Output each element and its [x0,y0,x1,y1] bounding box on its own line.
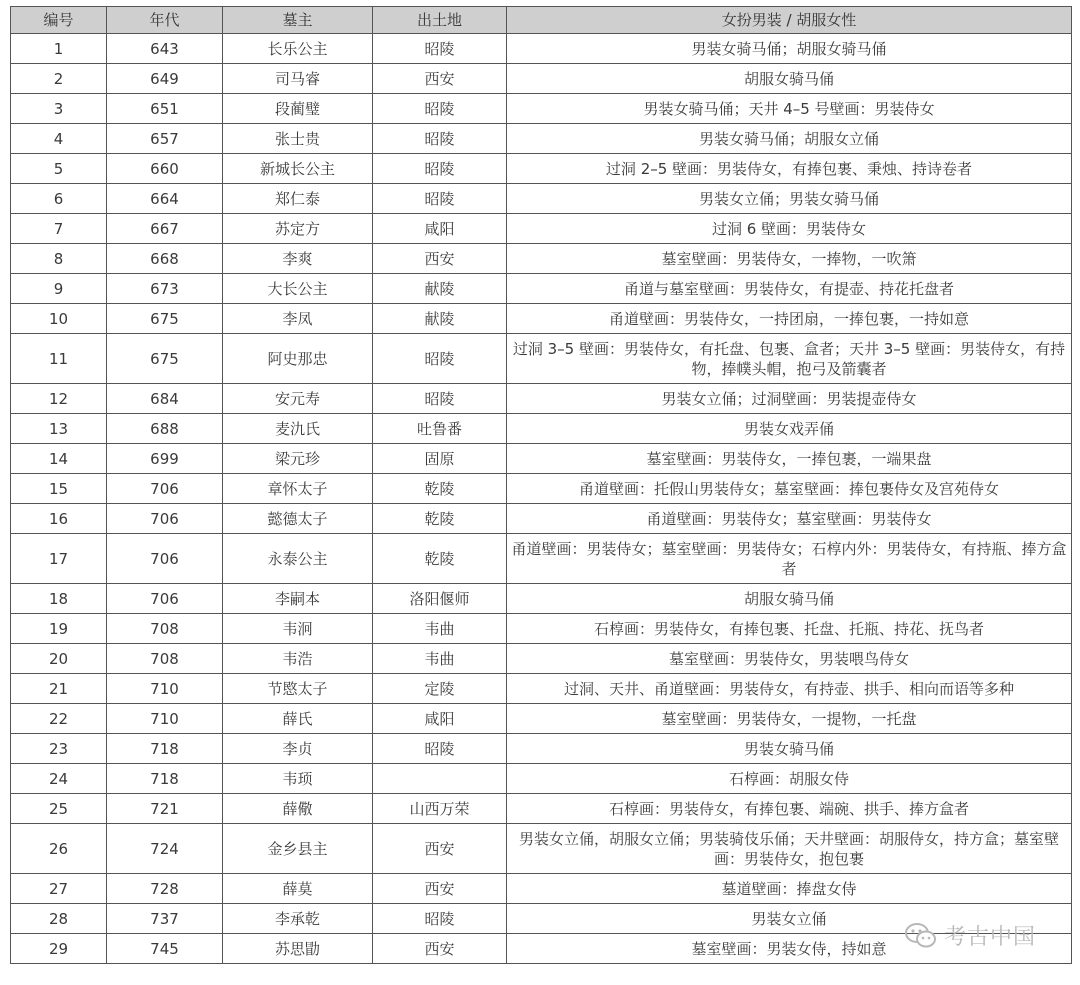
table-row [11,444,1072,474]
cell-year: 668 [107,244,223,274]
table-row [11,64,1072,94]
table-header [11,7,1072,34]
cell-year: 657 [107,124,223,154]
cell-owner: 李凤 [223,304,373,334]
cell-desc: 胡服女骑马俑 [507,584,1072,614]
cell-place: 洛阳偃师 [373,584,507,614]
table-row [11,794,1072,824]
cell-desc: 石椁画：胡服女侍 [507,764,1072,794]
cell-owner: 永泰公主 [223,534,373,584]
cell-num: 22 [11,704,107,734]
cell-place: 西安 [373,244,507,274]
cell-num: 5 [11,154,107,184]
cell-year: 728 [107,874,223,904]
header-owner: 墓主 [223,7,373,34]
cell-desc: 过洞 3–5 壁画：男装侍女，有托盘、包裹、盒者；天井 3–5 壁画：男装侍女，有持物，捧幞头帽，抱弓及箭囊者 [507,334,1072,384]
cell-place: 吐鲁番 [373,414,507,444]
cell-num: 24 [11,764,107,794]
cell-place: 昭陵 [373,34,507,64]
cell-place: 西安 [373,934,507,964]
cell-owner: 麦氿氏 [223,414,373,444]
tomb-data-table [10,6,1072,964]
cell-desc: 男装女立俑；过洞壁画：男装提壶侍女 [507,384,1072,414]
table-row [11,904,1072,934]
cell-place: 昭陵 [373,94,507,124]
cell-place: 昭陵 [373,904,507,934]
cell-owner: 大长公主 [223,274,373,304]
cell-owner: 梁元珍 [223,444,373,474]
cell-desc: 墓室壁画：男装侍女，一捧包裹，一端果盘 [507,444,1072,474]
cell-year: 651 [107,94,223,124]
cell-year: 699 [107,444,223,474]
table-row [11,824,1072,874]
cell-year: 721 [107,794,223,824]
cell-num: 14 [11,444,107,474]
cell-desc: 男装女骑马俑；胡服女骑马俑 [507,34,1072,64]
cell-owner: 金乡县主 [223,824,373,874]
cell-year: 706 [107,474,223,504]
cell-place: 献陵 [373,274,507,304]
cell-num: 6 [11,184,107,214]
cell-owner: 司马睿 [223,64,373,94]
cell-owner: 章怀太子 [223,474,373,504]
header-place: 出土地 [373,7,507,34]
cell-desc: 男装女骑马俑；胡服女立俑 [507,124,1072,154]
cell-place: 韦曲 [373,644,507,674]
cell-year: 649 [107,64,223,94]
cell-year: 745 [107,934,223,964]
cell-owner: 韦浩 [223,644,373,674]
cell-num: 29 [11,934,107,964]
cell-year: 724 [107,824,223,874]
cell-num: 8 [11,244,107,274]
cell-year: 643 [107,34,223,64]
cell-desc: 墓室壁画：男装侍女，男装喂鸟侍女 [507,644,1072,674]
cell-num: 17 [11,534,107,584]
table-row [11,644,1072,674]
table-row [11,584,1072,614]
cell-num: 18 [11,584,107,614]
cell-num: 7 [11,214,107,244]
cell-desc: 墓室壁画：男装侍女，一提物，一托盘 [507,704,1072,734]
watermark-text: 考古中国 [944,925,1037,950]
table-row [11,214,1072,244]
cell-num: 11 [11,334,107,384]
cell-place: 固原 [373,444,507,474]
cell-desc: 男装女立俑；男装女骑马俑 [507,184,1072,214]
cell-desc: 过洞 2–5 壁画：男装侍女，有捧包裹、秉烛、持诗卷者 [507,154,1072,184]
table-row [11,304,1072,334]
cell-owner: 安元寿 [223,384,373,414]
cell-owner: 阿史那忠 [223,334,373,384]
cell-year: 710 [107,674,223,704]
cell-year: 706 [107,504,223,534]
cell-owner: 薛莫 [223,874,373,904]
cell-num: 10 [11,304,107,334]
table-row [11,614,1072,644]
cell-owner: 韦顼 [223,764,373,794]
table-row [11,934,1072,964]
table-row [11,184,1072,214]
cell-num: 12 [11,384,107,414]
cell-desc: 男装女立俑 [507,904,1072,934]
cell-owner: 懿德太子 [223,504,373,534]
cell-year: 667 [107,214,223,244]
cell-desc: 石椁画：男装侍女，有捧包裹、端碗、拱手、捧方盒者 [507,794,1072,824]
table-row [11,764,1072,794]
cell-place: 献陵 [373,304,507,334]
cell-num: 13 [11,414,107,444]
cell-num: 27 [11,874,107,904]
cell-owner: 苏思勖 [223,934,373,964]
cell-place: 昭陵 [373,384,507,414]
table-row [11,274,1072,304]
cell-num: 26 [11,824,107,874]
header-row [11,7,1072,34]
header-desc: 女扮男装 / 胡服女性 [507,7,1072,34]
cell-num: 9 [11,274,107,304]
table-row [11,384,1072,414]
table-body [11,34,1072,964]
cell-year: 708 [107,614,223,644]
cell-year: 710 [107,704,223,734]
cell-desc: 男装女骑马俑 [507,734,1072,764]
cell-owner: 新城长公主 [223,154,373,184]
cell-desc: 墓道壁画：捧盘女侍 [507,874,1072,904]
cell-num: 3 [11,94,107,124]
cell-owner: 李爽 [223,244,373,274]
cell-owner: 苏定方 [223,214,373,244]
cell-desc: 墓室壁画：男装女侍，持如意 [507,934,1072,964]
table-row [11,124,1072,154]
cell-place: 昭陵 [373,154,507,184]
cell-owner: 节愍太子 [223,674,373,704]
cell-year: 688 [107,414,223,444]
cell-num: 4 [11,124,107,154]
table-row [11,674,1072,704]
cell-desc: 甬道壁画：男装侍女；墓室壁画：男装侍女 [507,504,1072,534]
cell-desc: 男装女立俑，胡服女立俑；男装骑伎乐俑；天井壁画：胡服侍女，持方盒；墓室壁画：男装侍女，抱包裹 [507,824,1072,874]
cell-place: 山西万荣 [373,794,507,824]
cell-place: 西安 [373,874,507,904]
cell-desc: 甬道壁画：托假山男装侍女；墓室壁画：捧包裹侍女及宫苑侍女 [507,474,1072,504]
table-row [11,734,1072,764]
cell-place: 昭陵 [373,184,507,214]
cell-num: 25 [11,794,107,824]
table-row [11,534,1072,584]
cell-place: 西安 [373,64,507,94]
cell-place: 昭陵 [373,334,507,384]
cell-owner: 韦泂 [223,614,373,644]
header-year: 年代 [107,7,223,34]
cell-num: 21 [11,674,107,704]
cell-desc: 甬道壁画：男装侍女；墓室壁画：男装侍女；石椁内外：男装侍女，有持瓶、捧方盒者 [507,534,1072,584]
cell-place: 西安 [373,824,507,874]
cell-desc: 过洞、天井、甬道壁画：男装侍女，有持壶、拱手、相向而语等多种 [507,674,1072,704]
cell-place: 定陵 [373,674,507,704]
cell-place: 韦曲 [373,614,507,644]
cell-desc: 男装女戏弄俑 [507,414,1072,444]
cell-desc: 过洞 6 壁画：男装侍女 [507,214,1072,244]
cell-owner: 薛氏 [223,704,373,734]
cell-place: 乾陵 [373,474,507,504]
cell-num: 15 [11,474,107,504]
cell-year: 675 [107,304,223,334]
cell-num: 28 [11,904,107,934]
table-row [11,334,1072,384]
cell-owner: 李承乾 [223,904,373,934]
cell-desc: 甬道与墓室壁画：男装侍女，有提壶、持花托盘者 [507,274,1072,304]
cell-num: 1 [11,34,107,64]
cell-owner: 长乐公主 [223,34,373,64]
table-row [11,504,1072,534]
cell-num: 19 [11,614,107,644]
cell-num: 20 [11,644,107,674]
cell-owner: 张士贵 [223,124,373,154]
table-row [11,414,1072,444]
cell-year: 675 [107,334,223,384]
cell-year: 708 [107,644,223,674]
table-row [11,704,1072,734]
cell-year: 718 [107,764,223,794]
cell-place: 昭陵 [373,124,507,154]
cell-year: 737 [107,904,223,934]
table-row [11,154,1072,184]
cell-desc: 男装女骑马俑；天井 4–5 号壁画：男装侍女 [507,94,1072,124]
table-row [11,874,1072,904]
cell-num: 2 [11,64,107,94]
cell-owner: 段蔺璧 [223,94,373,124]
table-row [11,94,1072,124]
cell-year: 664 [107,184,223,214]
cell-desc: 石椁画：男装侍女，有捧包裹、托盘、托瓶、持花、抚鸟者 [507,614,1072,644]
cell-desc: 墓室壁画：男装侍女，一捧物，一吹箫 [507,244,1072,274]
cell-place: 咸阳 [373,704,507,734]
cell-place: 昭陵 [373,734,507,764]
cell-desc: 甬道壁画：男装侍女，一持团扇，一捧包裹，一持如意 [507,304,1072,334]
cell-place: 乾陵 [373,504,507,534]
cell-year: 673 [107,274,223,304]
cell-owner: 郑仁泰 [223,184,373,214]
header-num: 编号 [11,7,107,34]
table-row [11,244,1072,274]
cell-num: 23 [11,734,107,764]
cell-place: 乾陵 [373,534,507,584]
table-row [11,34,1072,64]
cell-year: 684 [107,384,223,414]
cell-owner: 李嗣本 [223,584,373,614]
cell-desc: 胡服女骑马俑 [507,64,1072,94]
cell-year: 706 [107,534,223,584]
cell-place [373,764,507,794]
cell-owner: 薛儆 [223,794,373,824]
cell-num: 16 [11,504,107,534]
cell-owner: 李贞 [223,734,373,764]
cell-year: 660 [107,154,223,184]
cell-year: 706 [107,584,223,614]
cell-place: 咸阳 [373,214,507,244]
table-row [11,474,1072,504]
cell-year: 718 [107,734,223,764]
